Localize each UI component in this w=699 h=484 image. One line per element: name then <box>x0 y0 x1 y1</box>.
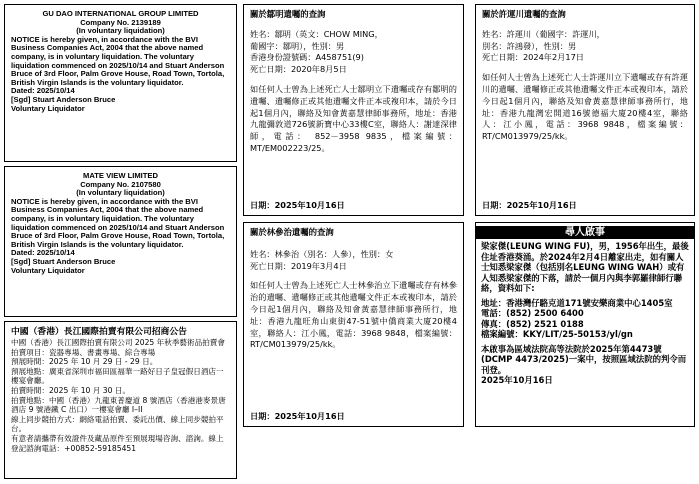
estate-line: 死亡日期：2019年3月4日 <box>250 260 347 271</box>
estate-query-lam-sam-chi <box>243 222 464 427</box>
missing-phone: 電話：(852) 2500 6400 <box>481 308 584 318</box>
missing-paragraph: 梁家傑(LEUNG WING FU)，男，1956年出生，最後住址香港葵涌。於2024年2月4日離家出走，如有關人士知悉梁家傑（包括別名LEUNG WING WAH）或有人知悉梁家傑的下落，請於一個月內與李郭羅律師行聯絡，資料如下: <box>481 241 689 293</box>
notice-company-number: Company No. 2107580 <box>80 179 161 189</box>
tender-line: 拍賣地點：中國（香港）九龍東普慶道 8 號酒店（香港港麥景唐酒店 9 號港鐵 C 出口）一樓宴會廳 I–II <box>11 395 226 415</box>
estate-line: 香港身份證號碼：A458751(9) <box>250 52 364 63</box>
estate-body: 如任何人士曾為上述死亡人士許運川立下遺囑或存有許運川的遺囑、遺囑修正或其他遺囑文件正本或複印本，請於今日起1個月內，聯絡及知會黃嘉慧律師事務所行，地址：香港九龍灣宏開道16號德福大廈20樓4室，聯絡人：江小鳳，電話：3968 9848，檔案編號：RT/CM013979/25/kk。 <box>482 72 688 142</box>
notice-status: (In voluntary liquidation) <box>76 26 165 36</box>
notice-body: NOTICE is hereby given, in accordance with the BVI Business Companies Act, 2004 that the above named company, is in voluntary liquidation. The voluntary liquidation commenced on 2025/10/14 and Stuart Anderson Bruce of 3rd Floor, Palm Grove House, Road Town, Tortola, British Virgin Islands is the voluntary liquidator. <box>11 196 225 249</box>
notice-company-name: MATE VIEW LIMITED <box>83 171 158 180</box>
estate-date: 日期：2025年10月16日 <box>482 200 577 211</box>
missing-file-ref: 檔案編號：KKY/LIT/25-50153/yl/gn <box>481 329 633 339</box>
missing-title: 尋人啟事 <box>476 226 694 239</box>
tender-line: 線上同步競拍方式：網絡電話拍賣、委託出價、線上同步競拍平台。 <box>11 414 224 434</box>
estate-line: 姓名：鄒明（英文：CHOW MING， <box>250 28 383 39</box>
notice-role: Voluntary Liquidator <box>11 265 85 275</box>
tender-line: 拍賣項目：瓷器專場、書畫專場、綜合專場 <box>11 347 156 357</box>
notice-signed: [Sgd] Stuart Anderson Bruce <box>11 94 116 104</box>
estate-line: 別名：許鴻發），性別：男 <box>482 40 577 51</box>
missing-person-notice <box>475 222 695 427</box>
tender-line: 預展地點：廣東省深圳市福田區福華一路好日子皇冠假日酒店一樓宴會廳。 <box>11 366 224 386</box>
estate-title: 關於鄒明遺囑的查詢 <box>250 9 326 19</box>
notice-company-name: GU DAO INTERNATIONAL GROUP LIMITED <box>42 9 199 18</box>
missing-address: 地址：香港灣仔駱克道171號安樂商業中心1405室 <box>481 297 673 308</box>
estate-title: 關於林參治遺囑的查詢 <box>250 227 334 237</box>
estate-body: 如任何人士曾為上述死亡人士鄒明立下遺囑或存有鄒明的遺囑、遺囑修正或其他遺囑文件正本或複印本，請於今日起1個月內，聯絡及知會黃嘉慧律師事務所，地址：香港九龍彌敦道726號新寶中心33樓C室，聯絡人：謝達深律師，電話： 852－3958 9835，檔案編號：MT/EM002223/25。 <box>250 83 457 153</box>
estate-line: 姓名：林參治（別名：人參），性別：女 <box>250 248 394 259</box>
missing-date: 2025年10月16日 <box>481 375 553 385</box>
auction-tender-notice <box>4 321 237 479</box>
estate-date: 日期：2025年10月16日 <box>250 200 345 211</box>
estate-title: 關於許運川遺囑的查詢 <box>482 9 566 19</box>
estate-query-chow-ming <box>243 4 464 216</box>
notice-role: Voluntary Liquidator <box>11 103 85 113</box>
notice-status: (In voluntary liquidation) <box>76 188 165 198</box>
notice-dated: Dated: 2025/10/14 <box>11 86 75 96</box>
notice-gu-dao <box>4 4 237 162</box>
missing-court-note: 本啟事為區域法院高等法院於2025年第4473號(DCMP 4473/2025)一案中，按照區域法院的判令而刊登。 <box>481 343 687 375</box>
notice-mate-view <box>4 166 237 317</box>
tender-line: 預展時間：2025 年 10 月 29 日 - 29 日。 <box>11 357 158 367</box>
missing-fax: 傳真：(852) 2521 0188 <box>481 318 584 329</box>
estate-line: 死亡日期：2024年2月17日 <box>482 52 584 63</box>
estate-line: 葡國字：鄒明），性別：男 <box>250 40 345 51</box>
tender-line: 拍賣時間：2025 年 10 月 30 日。 <box>11 385 131 395</box>
estate-query-hui-wan-chuen <box>475 4 695 216</box>
notice-signed: [Sgd] Stuart Anderson Bruce <box>11 256 116 266</box>
estate-line: 姓名：許運川（葡國字：許運川， <box>482 28 605 39</box>
estate-body: 如任何人士曾為上述死亡人士林參治立下遺囑或存有林參治的遺囑、遺囑修正或其他遺囑文件正本或複印本，請於今日起1個月內，聯絡及知會黃嘉慧律師事務所行，地址：香港九龍旺角山東街47-51號中僑商業大廈20樓4室，聯絡人：江小鳳，電話：3968 9848，檔案編號：RT/CM013979/25/kk。 <box>250 280 457 350</box>
notice-dated: Dated: 2025/10/14 <box>11 248 75 258</box>
tender-title: 中國（香港）長江國際拍賣有限公司招商公告 <box>11 327 187 337</box>
tender-line: 有意者請攜帶有效證件及藏品原件至預展現場咨詢、諮詢。線上登記諮詢電話：+00852-59185451 <box>11 433 224 453</box>
estate-date: 日期：2025年10月16日 <box>250 411 345 422</box>
tender-intro: 中國（香港）長江國際拍賣有限公司 2025 年秋季藝術品拍賣會 <box>11 338 225 347</box>
notice-company-number: Company No. 2139189 <box>80 17 161 27</box>
estate-line: 死亡日期：2020年8月5日 <box>250 64 347 75</box>
notice-body: NOTICE is hereby given, in accordance with the BVI Business Companies Act, 2004 that the above named company, is in voluntary liquidation. The voluntary liquidation commenced on 2025/10/14 and Stuart Anderson Bruce of 3rd Floor, Palm Grove House, Road Town, Tortola, British Virgin Islands is the voluntary liquidator. <box>11 34 225 87</box>
